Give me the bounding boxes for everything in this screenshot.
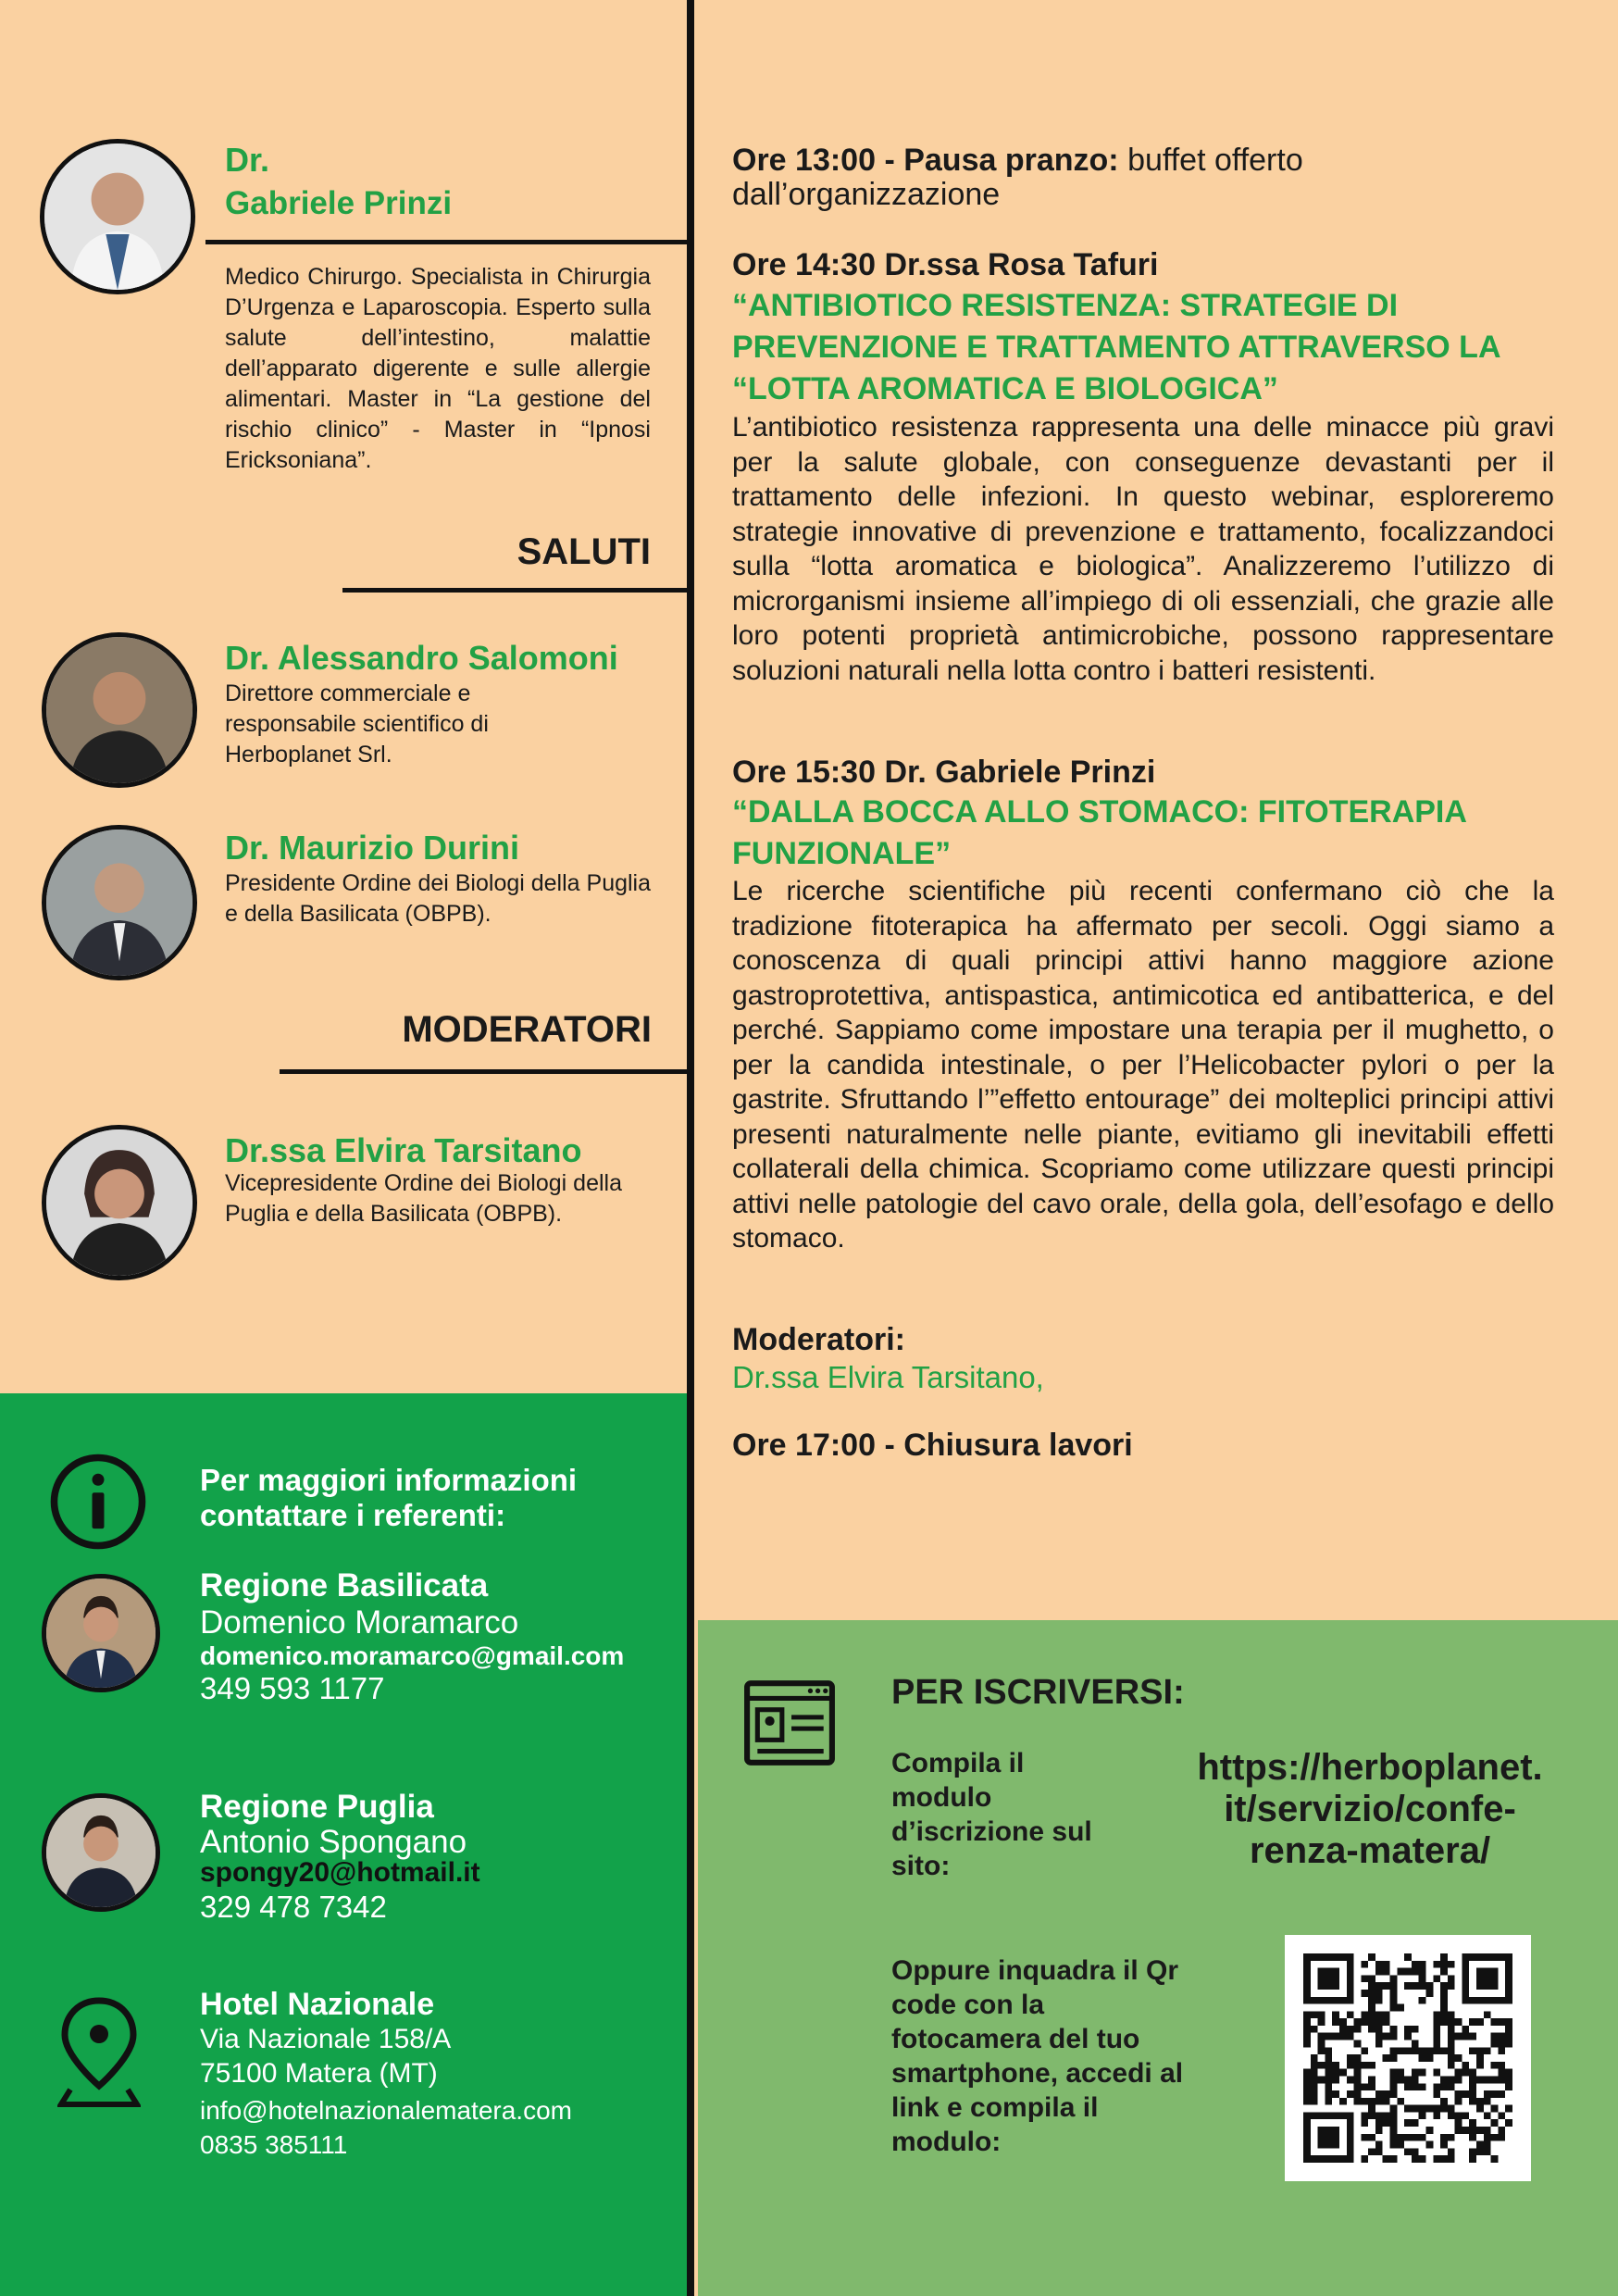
avatar-maurizio-durini	[42, 825, 197, 980]
avatar-domenico-moramarco	[42, 1574, 160, 1692]
closing: Ore 17:00 - Chiusura lavori	[732, 1428, 1133, 1463]
saluti-name-1: Dr. Alessandro Salomoni	[225, 639, 618, 677]
signup-instruction: Compila il modulo d’iscrizione sul sito:	[891, 1748, 1092, 1881]
qr-code-icon[interactable]	[1285, 1935, 1531, 2181]
lunch-time: Ore 13:00 - Pausa pranzo:	[732, 143, 1119, 178]
speaker-name: Gabriele Prinzi	[225, 185, 453, 221]
divider-main-speaker	[205, 240, 691, 244]
talk1-text: L’antibiotico resistenza rappresenta una delle minacce più gravi per la salute globale, con conseguenze devastanti per il trattamento delle infezioni. In questo webinar, esploreremo strategie innovative di prevenzione e trattamento, focalizzandoci sulla “lotta aromatica e biologica”. Analizzeremo l’utilizzo di microrganismi insieme all’impiego di oli essenziali, che grazie alle loro potenti proprietà antimicrobiche, possono rappresentare soluzioni naturali nella lotta contro i batteri resistenti.	[732, 412, 1554, 686]
puglia-name: Antonio Spongano	[200, 1824, 467, 1860]
avatar-alessandro-salomoni	[42, 632, 197, 788]
signup-url-line-3: renza-matera/	[1249, 1830, 1491, 1871]
divider-moderatori	[280, 1069, 694, 1074]
moderators-label: Moderatori:	[732, 1322, 905, 1357]
signup-url[interactable]	[1176, 1747, 1564, 1872]
avatar-antonio-spongano	[42, 1793, 160, 1912]
basilicata-phone[interactable]: 349 593 1177	[200, 1671, 385, 1705]
basilicata-email[interactable]: domenico.moramarco@gmail.com	[200, 1641, 625, 1670]
talk2-time: Ore 15:30 Dr. Gabriele Prinzi	[732, 755, 1156, 790]
hotel-name: Hotel Nazionale	[200, 1987, 435, 2022]
info-icon	[48, 1452, 148, 1552]
talk1-title: “ANTIBIOTICO RESISTENZA: STRATEGIE DI PREVENZIONE E TRATTAMENTO ATTRAVERSO LA “LOTTA AROMATICA E BIOLOGICA”	[732, 288, 1500, 406]
signup-url-line-2: it/servizio/confe-	[1224, 1789, 1516, 1829]
hotel-email[interactable]: info@hotelnazionalematera.com	[200, 2096, 572, 2125]
puglia-region: Regione Puglia	[200, 1789, 434, 1825]
basilicata-name: Domenico Moramarco	[200, 1604, 519, 1641]
speaker-title: Dr.	[225, 141, 270, 179]
lunch-text: buffet offerto dall’organizzazione	[732, 143, 1303, 212]
saluti-role-2: Presidente Ordine dei Biologi della Puglia e della Basilicata (OBPB).	[225, 870, 652, 927]
divider-saluti	[342, 588, 691, 593]
avatar-gabriele-prinzi	[40, 139, 195, 294]
moderator-name: Dr.ssa Elvira Tarsitano	[225, 1131, 582, 1169]
qr-instruction: Oppure inquadra il Qr code con la fotocamera del tuo smartphone, accedi al link e compila il modulo:	[891, 1955, 1184, 2157]
moderators-name: Dr.ssa Elvira Tarsitano,	[732, 1360, 1044, 1394]
vertical-divider	[687, 0, 694, 2296]
program-lunch	[732, 144, 1565, 212]
avatar-elvira-tarsitano	[42, 1125, 197, 1280]
puglia-email[interactable]: spongy20@hotmail.it	[200, 1857, 480, 1888]
hotel-address2: 75100 Matera (MT)	[200, 2058, 438, 2089]
web-form-icon	[742, 1676, 837, 1770]
section-saluti: SALUTI	[517, 531, 651, 572]
moderator-role: Vicepresidente Ordine dei Biologi della Puglia e della Basilicata (OBPB).	[225, 1170, 622, 1227]
hotel-address1: Via Nazionale 158/A	[200, 2024, 452, 2054]
talk2-text: Le ricerche scientifiche più recenti confermano ciò che la tradizione fitoterapica ha affermato per secoli. Oggi siamo a conoscenza di quali principi attivi hanno maggiore azione gastroprotettiva, antispastica, antimicotica ed antibatterica, e del perché. Sappiamo come impostare una terapia per il mughetto, o per la candida intestinale, o per l’Helicobacter pylori o per la gastrite. Sfruttando l’”effetto entourage” dei molteplici principi attivi presenti naturalmente nelle piante, evitiamo gli inevitabili effetti collaterali della chimica. Scopriamo come utilizzare questi principi attivi nelle patologie del cavo orale, della gola, dell’esofago e dello stomaco.	[732, 876, 1554, 1254]
saluti-role-1: Direttore commerciale e responsabile scientifico di Herboplanet Srl.	[225, 680, 489, 767]
talk1-time: Ore 14:30 Dr.ssa Rosa Tafuri	[732, 247, 1159, 282]
contacts-intro: Per maggiori informazioni contattare i referenti:	[200, 1463, 578, 1532]
puglia-phone[interactable]: 329 478 7342	[200, 1890, 387, 1924]
signup-heading: PER ISCRIVERSI:	[891, 1673, 1185, 1712]
section-moderatori: MODERATORI	[402, 1009, 652, 1050]
basilicata-region: Regione Basilicata	[200, 1567, 489, 1603]
signup-url-line-1: https://herboplanet.	[1197, 1747, 1543, 1788]
hotel-phone[interactable]: 0835 385111	[200, 2130, 348, 2159]
location-pin-icon	[57, 1995, 141, 2110]
saluti-name-2: Dr. Maurizio Durini	[225, 829, 520, 867]
talk2-title: “DALLA BOCCA ALLO STOMACO: FITOTERAPIA FUNZIONALE”	[732, 794, 1466, 871]
speaker-description: Medico Chirurgo. Specialista in Chirurgia D’Urgenza e Laparoscopia. Esperto sulla salute dell’intestino, malattie dell’apparato digerente e sulle allergie alimentari. Master in “La gestione del rischio clinico” - Master in “Ipnosi Ericksoniana”.	[225, 264, 651, 473]
